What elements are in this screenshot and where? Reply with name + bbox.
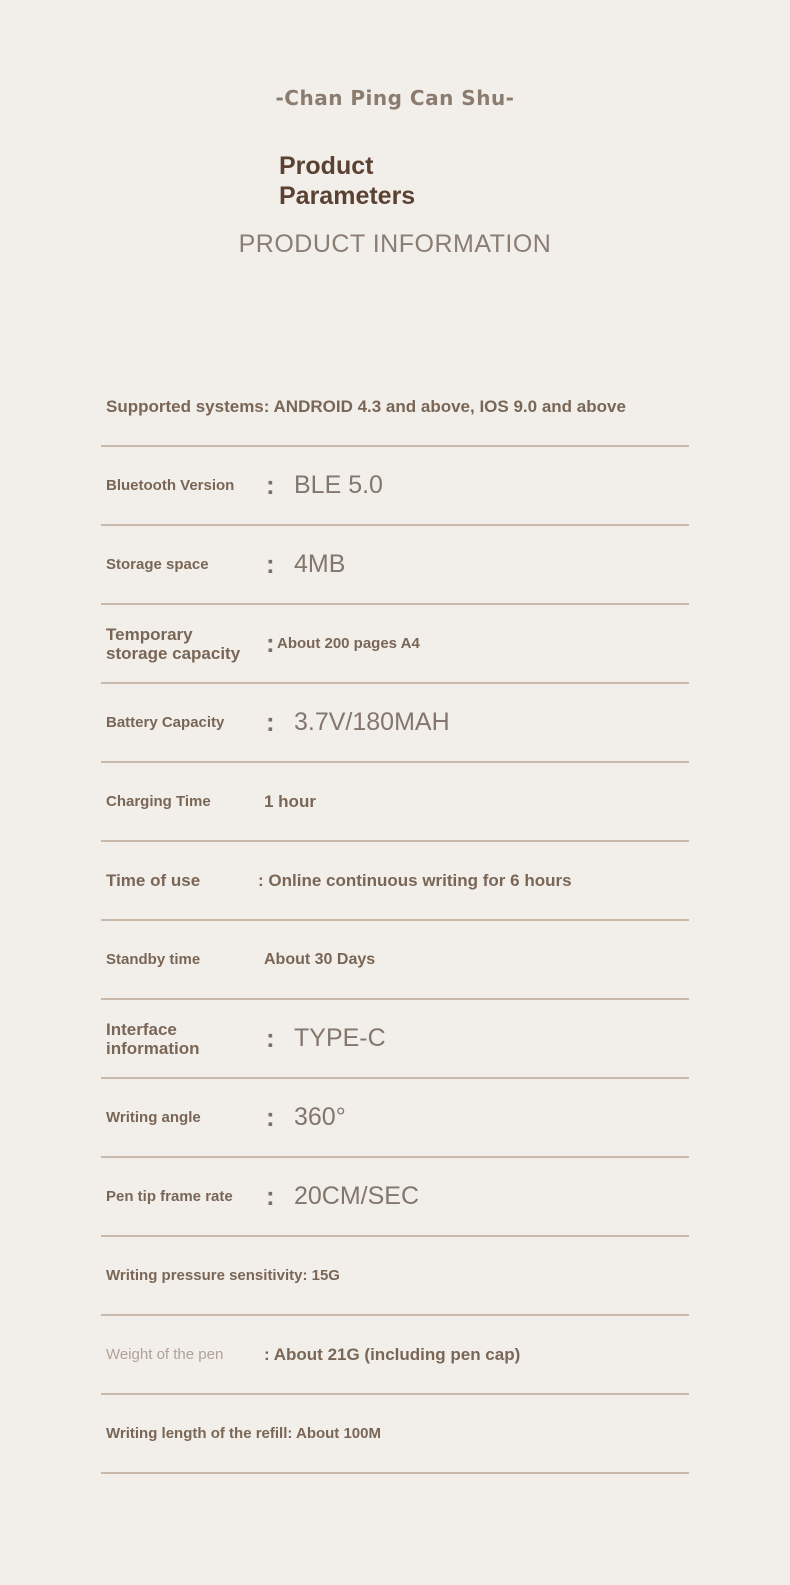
refill-length-text: Writing length of the refill: About 100M [106, 1425, 381, 1442]
spec-row-pressure [101, 1237, 689, 1316]
info-heading: PRODUCT INFORMATION [238, 230, 552, 258]
spec-value: 20CM/SEC [294, 1182, 420, 1210]
spec-label: Writing angle [106, 1109, 201, 1126]
spec-separator: : [266, 1102, 275, 1132]
spec-separator: : [266, 1023, 275, 1053]
spec-table [101, 368, 689, 1474]
spec-value: About 30 Days [264, 950, 376, 968]
spec-label [106, 1000, 256, 1077]
spec-value: TYPE-C [294, 1024, 386, 1052]
spec-label-line2: information [106, 1038, 200, 1058]
page-title-line1: Product [279, 152, 374, 180]
spec-row-writing-angle [101, 1079, 689, 1158]
spec-row-refill-length [101, 1395, 689, 1474]
spec-separator: : [266, 1181, 275, 1211]
spec-row-battery [101, 684, 689, 763]
spec-value: BLE 5.0 [294, 471, 383, 499]
spec-label-line2: storage capacity [106, 643, 241, 663]
spec-value: About 200 pages A4 [277, 635, 420, 652]
page-title-line2: Parameters [279, 182, 416, 210]
spec-label: Time of use [106, 871, 201, 890]
spec-row-interface [101, 1000, 689, 1079]
spec-row-time-of-use [101, 842, 689, 921]
spec-row-bluetooth [101, 447, 689, 526]
spec-label-line1: Temporary [106, 624, 193, 644]
spec-value: : Online continuous writing for 6 hours [258, 870, 572, 890]
spec-label-line1: Interface [106, 1019, 177, 1039]
spec-value: : About 21G (including pen cap) [264, 1344, 521, 1364]
script-subtitle: -Chan Ping Can Shu- [275, 86, 515, 110]
spec-row-standby [101, 921, 689, 1000]
spec-label: Battery Capacity [106, 714, 225, 731]
spec-row-supported-systems [101, 368, 689, 447]
spec-separator: : [266, 470, 275, 500]
spec-row-charging [101, 763, 689, 842]
pressure-text: Writing pressure sensitivity: 15G [106, 1267, 340, 1284]
supported-systems-text: Supported systems: ANDROID 4.3 and above, IOS 9.0 and above [106, 396, 626, 416]
spec-label: Standby time [106, 951, 201, 968]
spec-row-weight [101, 1316, 689, 1395]
spec-label: Bluetooth Version [106, 477, 235, 494]
spec-separator: : [266, 628, 275, 658]
spec-row-frame-rate [101, 1158, 689, 1237]
spec-row-temp-storage [101, 605, 689, 684]
spec-label: Weight of the pen [106, 1346, 224, 1363]
spec-row-storage [101, 526, 689, 605]
spec-value: 4MB [294, 550, 346, 578]
spec-label: Charging Time [106, 793, 211, 810]
spec-value: 3.7V/180MAH [294, 708, 450, 736]
spec-separator: : [266, 707, 275, 737]
spec-label [106, 605, 256, 682]
spec-label: Pen tip frame rate [106, 1188, 233, 1205]
spec-value: 1 hour [264, 791, 316, 811]
spec-separator: : [266, 549, 275, 579]
page-title [279, 151, 479, 211]
spec-label: Storage space [106, 556, 209, 573]
spec-value: 360° [294, 1103, 346, 1131]
